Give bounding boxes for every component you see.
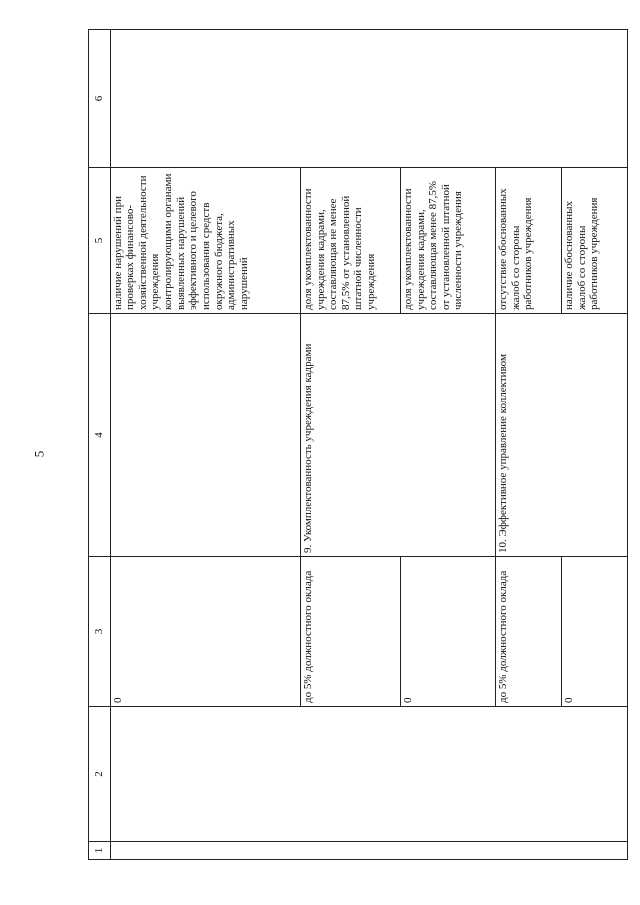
cell-score: 0: [400, 557, 495, 707]
header-col-1: 1: [89, 842, 111, 860]
cell-condition: наличие нарушений при проверках финансово-хозяйственной деятельности учреждения контролирующими органами выявленных нарушений эффективного и целевого использования средств окружного бюджета, административных нарушений: [110, 168, 300, 314]
cell-criterion: [110, 314, 300, 557]
header-col-3: 3: [89, 557, 111, 707]
table-cell-col1: [110, 842, 627, 860]
table-cell-col2: [110, 707, 627, 842]
cell-criterion: 9. Укомплектованность учреждения кадрами: [300, 314, 495, 557]
table-cell-col6: [110, 30, 627, 168]
header-col-5: 5: [89, 168, 111, 314]
table-row: [110, 30, 300, 860]
cell-score: до 5% должностного оклада: [496, 557, 562, 707]
criteria-table: [88, 29, 628, 860]
cell-condition: наличие обоснованных жалоб со стороны работников учреждения: [561, 168, 627, 314]
header-col-6: 6: [89, 30, 111, 168]
header-row: [89, 30, 111, 860]
page-number: 5: [31, 450, 47, 458]
header-col-4: 4: [89, 314, 111, 557]
cell-criterion: 10. Эффективное управление коллективом: [496, 314, 628, 557]
cell-score: 0: [561, 557, 627, 707]
cell-score: до 5% должностного оклада: [300, 557, 400, 707]
header-col-2: 2: [89, 707, 111, 842]
rotated-table-container: [88, 30, 628, 860]
cell-condition: отсутствие обоснованных жалоб со стороны работников учреждения: [496, 168, 562, 314]
cell-condition: доля укомплектованности учреждения кадрами, составляющая менее 87,5% от установленной штатной численности учреждения: [400, 168, 495, 314]
cell-condition: доля укомплектованности учреждения кадрами, составляющая не менее 87,5% от установленной штатной численности учреждения: [300, 168, 400, 314]
cell-score: 0: [110, 557, 300, 707]
